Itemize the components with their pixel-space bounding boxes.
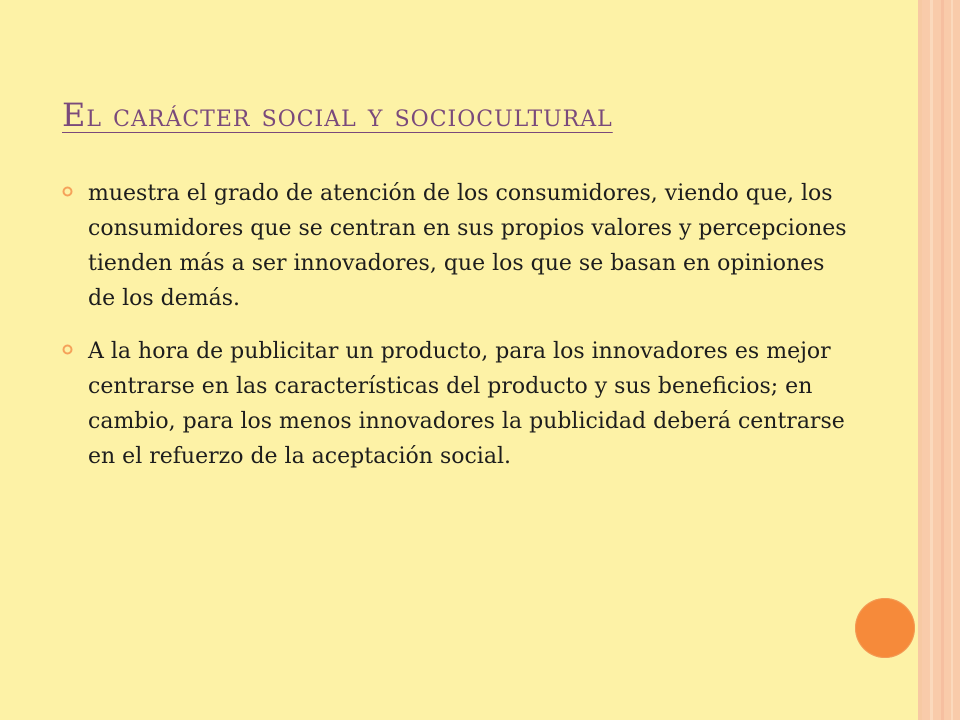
bullet-list — [62, 176, 852, 492]
decorative-stripe — [951, 0, 953, 720]
decorative-stripe — [930, 0, 933, 720]
slide-title: El carácter social y sociocultural — [62, 96, 613, 134]
circle-outline-icon — [62, 186, 73, 197]
bullet-item — [62, 334, 852, 474]
bullet-text: A la hora de publicitar un producto, para los innovadores es mejor centrarse en las características del producto y sus beneficios; en cambio, para los menos innovadores la publicidad deberá centrarse en el refuerzo de la aceptación social. — [88, 339, 845, 469]
orange-circle-icon — [855, 598, 915, 658]
bullet-text: muestra el grado de atención de los consumidores, viendo que, los consumidores que se centran en sus propios valores y percepciones tienden más a ser innovadores, que los que se basan en opiniones de los demás. — [88, 181, 847, 311]
circle-outline-icon — [62, 344, 73, 355]
bullet-item — [62, 176, 852, 316]
decorative-stripe — [941, 0, 944, 720]
